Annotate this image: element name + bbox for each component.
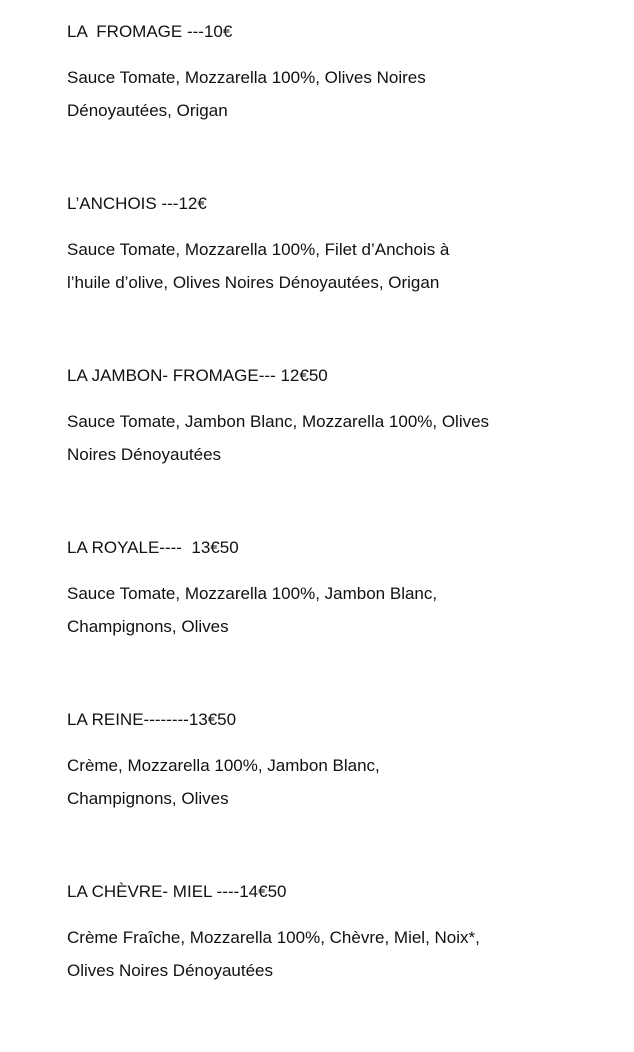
description-line: Dénoyautées, Origan — [67, 101, 228, 120]
menu-item-jambon-fromage — [67, 364, 489, 536]
item-description — [67, 61, 489, 127]
item-title: LA ROYALE---- 13€50 — [67, 538, 239, 557]
item-title: L’ANCHOIS ---12€ — [67, 194, 207, 213]
menu-item-anchois — [67, 192, 489, 364]
description-line: Sauce Tomate, Mozzarella 100%, Jambon Blanc, — [67, 584, 438, 603]
menu-item-chevre-miel — [67, 880, 489, 1052]
description-line: Olives Noires Dénoyautées — [67, 961, 273, 980]
item-description — [67, 577, 489, 643]
menu-item-fromage — [67, 20, 489, 192]
item-description — [67, 749, 489, 815]
description-line: l’huile d’olive, Olives Noires Dénoyautées, Origan — [67, 273, 440, 292]
item-description — [67, 233, 489, 299]
description-line: Crème, Mozzarella 100%, Jambon Blanc, — [67, 756, 380, 775]
description-line: Sauce Tomate, Jambon Blanc, Mozzarella 100%, Olives — [67, 412, 490, 431]
item-title: LA JAMBON- FROMAGE--- 12€50 — [67, 366, 328, 385]
description-line: Sauce Tomate, Mozzarella 100%, Filet d’Anchois à — [67, 240, 450, 259]
item-title: LA FROMAGE ---10€ — [67, 22, 233, 41]
pizza-menu — [67, 20, 489, 1052]
item-title: LA CHÈVRE- MIEL ----14€50 — [67, 882, 287, 901]
item-description — [67, 921, 489, 987]
description-line: Sauce Tomate, Mozzarella 100%, Olives Noires — [67, 68, 426, 87]
description-line: Crème Fraîche, Mozzarella 100%, Chèvre, Miel, Noix*, — [67, 928, 480, 947]
description-line: Noires Dénoyautées — [67, 445, 222, 464]
item-title: LA REINE--------13€50 — [67, 710, 237, 729]
menu-item-royale — [67, 536, 489, 708]
description-line: Champignons, Olives — [67, 617, 229, 636]
description-line: Champignons, Olives — [67, 789, 229, 808]
item-description — [67, 405, 489, 471]
menu-item-reine — [67, 708, 489, 880]
